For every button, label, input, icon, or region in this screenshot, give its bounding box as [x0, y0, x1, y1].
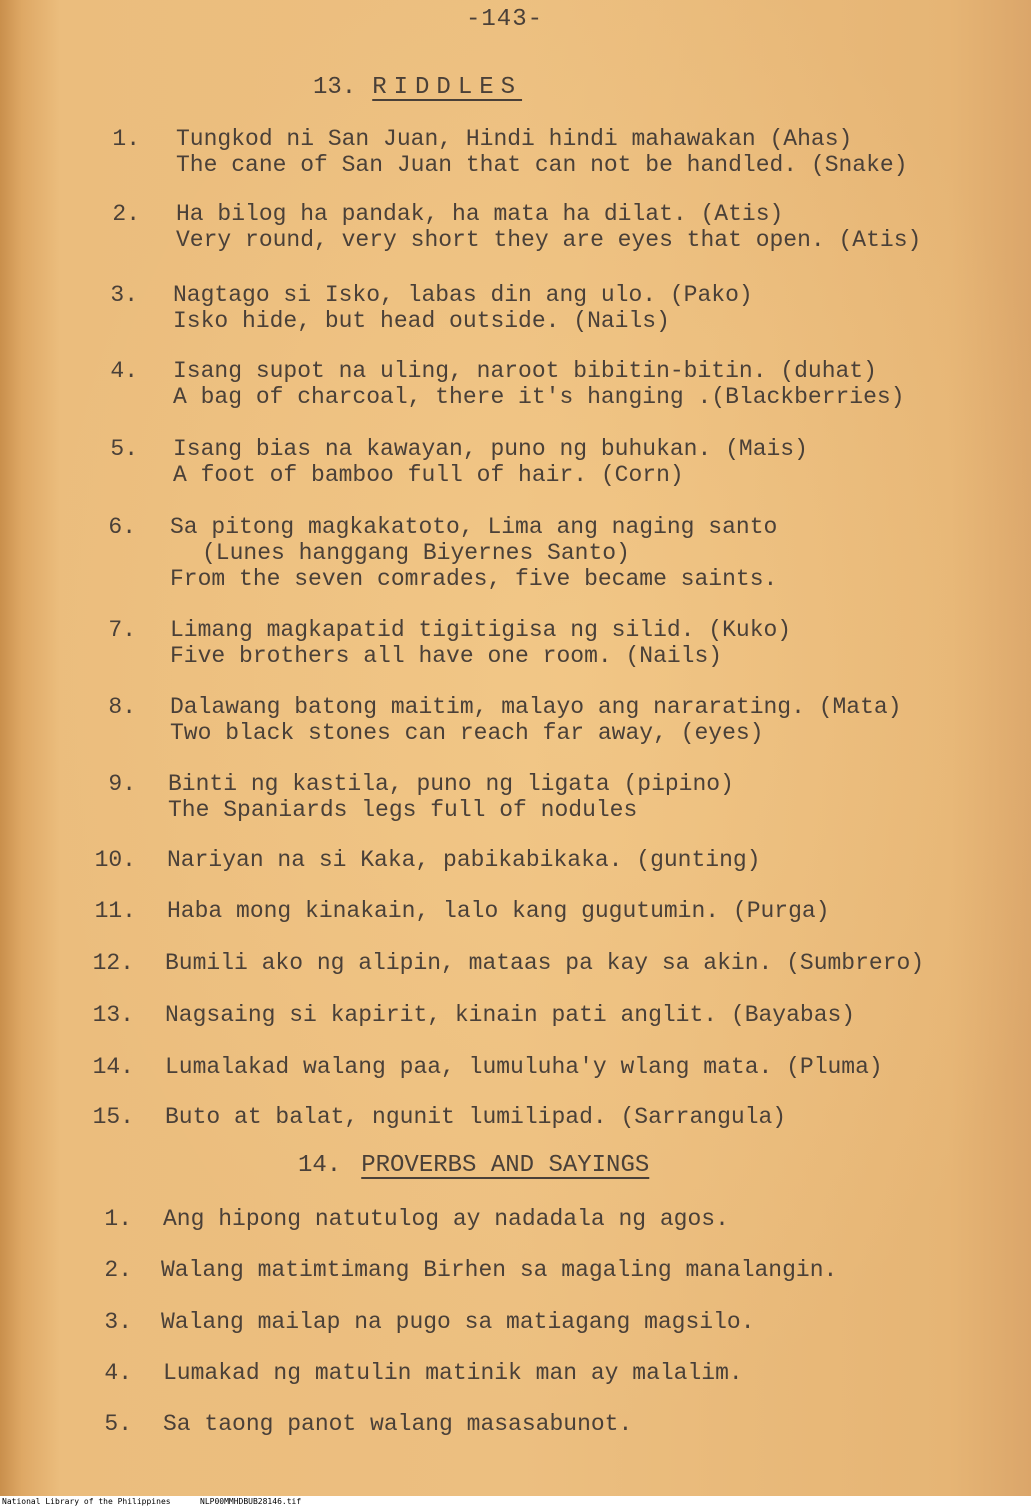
riddles-section-title: RIDDLES: [372, 74, 523, 101]
riddle-english: A bag of charcoal, there it's hanging .(Blackberries): [173, 384, 905, 410]
proverb-text: Walang mailap na pugo sa matiagang magsilo.: [161, 1309, 755, 1335]
riddle-tagalog-note: (Lunes hanggang Biyernes Santo): [202, 540, 630, 566]
riddle-number: 15.: [92, 1104, 134, 1130]
riddle-number: 10.: [94, 847, 136, 873]
riddle-tagalog: Tungkod ni San Juan, Hindi hindi mahawakan (Ahas): [176, 126, 853, 152]
riddle-number: 6.: [108, 514, 136, 540]
proverbs-section-number: 14.: [298, 1152, 342, 1179]
riddle-number: 1.: [112, 126, 140, 152]
footer-library: National Library of the Philippines: [2, 1497, 171, 1506]
riddle-english: Very round, very short they are eyes that open. (Atis): [176, 227, 922, 253]
riddle-tagalog: Nariyan na si Kaka, pabikabikaka. (gunting): [167, 847, 761, 873]
riddle-tagalog: Sa pitong magkakatoto, Lima ang naging santo: [170, 514, 778, 540]
proverb-number: 5.: [104, 1411, 132, 1437]
riddle-tagalog: Limang magkapatid tigitigisa ng silid. (Kuko): [170, 617, 792, 643]
riddles-section-heading: [313, 74, 522, 101]
riddle-number: 3.: [110, 282, 138, 308]
riddle-number: 9.: [108, 771, 136, 797]
proverb-text: Sa taong panot walang masasabunot.: [163, 1411, 633, 1437]
riddle-english: From the seven comrades, five became saints.: [170, 566, 778, 592]
riddle-tagalog: Binti ng kastila, puno ng ligata (pipino): [168, 771, 734, 797]
riddle-tagalog: Nagsaing si kapirit, kinain pati anglit. (Bayabas): [165, 1002, 856, 1028]
riddle-tagalog: Isang bias na kawayan, puno ng buhukan. (Mais): [173, 436, 808, 462]
riddle-number: 8.: [108, 694, 136, 720]
riddles-section-number: 13.: [313, 74, 357, 101]
riddle-english: The cane of San Juan that can not be handled. (Snake): [176, 152, 908, 178]
proverb-number: 4.: [104, 1360, 132, 1386]
riddle-english: Isko hide, but head outside. (Nails): [173, 308, 670, 334]
proverb-number: 2.: [104, 1257, 132, 1283]
riddle-number: 14.: [92, 1054, 134, 1080]
riddle-tagalog: Ha bilog ha pandak, ha mata ha dilat. (Atis): [176, 201, 784, 227]
riddle-english: A foot of bamboo full of hair. (Corn): [173, 462, 684, 488]
riddle-english: Five brothers all have one room. (Nails): [170, 643, 723, 669]
riddle-number: 12.: [92, 950, 134, 976]
riddle-tagalog: Haba mong kinakain, lalo kang gugutumin. (Purga): [167, 898, 830, 924]
proverbs-section-heading: [298, 1152, 649, 1179]
riddle-tagalog: Nagtago si Isko, labas din ang ulo. (Pako): [173, 282, 753, 308]
footer-filename: NLP00MMHDBUB28146.tif: [200, 1497, 302, 1506]
riddle-number: 4.: [110, 358, 138, 384]
riddle-number: 2.: [112, 201, 140, 227]
riddle-tagalog: Dalawang batong maitim, malayo ang nararating. (Mata): [170, 694, 902, 720]
proverb-text: Walang matimtimang Birhen sa magaling manalangin.: [161, 1257, 838, 1283]
riddle-tagalog: Bumili ako ng alipin, mataas pa kay sa akin. (Sumbrero): [165, 950, 925, 976]
proverb-number: 3.: [104, 1309, 132, 1335]
riddle-number: 5.: [110, 436, 138, 462]
page-number: -143-: [466, 6, 544, 33]
riddle-number: 13.: [92, 1002, 134, 1028]
riddle-number: 7.: [108, 617, 136, 643]
riddle-number: 11.: [94, 898, 136, 924]
proverbs-section-title: PROVERBS AND SAYINGS: [361, 1152, 650, 1179]
riddle-tagalog: Buto at balat, ngunit lumilipad. (Sarrangula): [165, 1104, 787, 1130]
riddle-tagalog: Lumalakad walang paa, lumuluha'y wlang mata. (Pluma): [165, 1054, 883, 1080]
riddle-tagalog: Isang supot na uling, naroot bibitin-bitin. (duhat): [173, 358, 877, 384]
riddle-english: The Spaniards legs full of nodules: [168, 797, 638, 823]
proverb-number: 1.: [104, 1206, 132, 1232]
proverb-text: Ang hipong natutulog ay nadadala ng agos.: [163, 1206, 729, 1232]
scan-footer: [0, 1496, 1031, 1508]
riddle-english: Two black stones can reach far away, (eyes): [170, 720, 764, 746]
proverb-text: Lumakad ng matulin matinik man ay malalim.: [163, 1360, 743, 1386]
